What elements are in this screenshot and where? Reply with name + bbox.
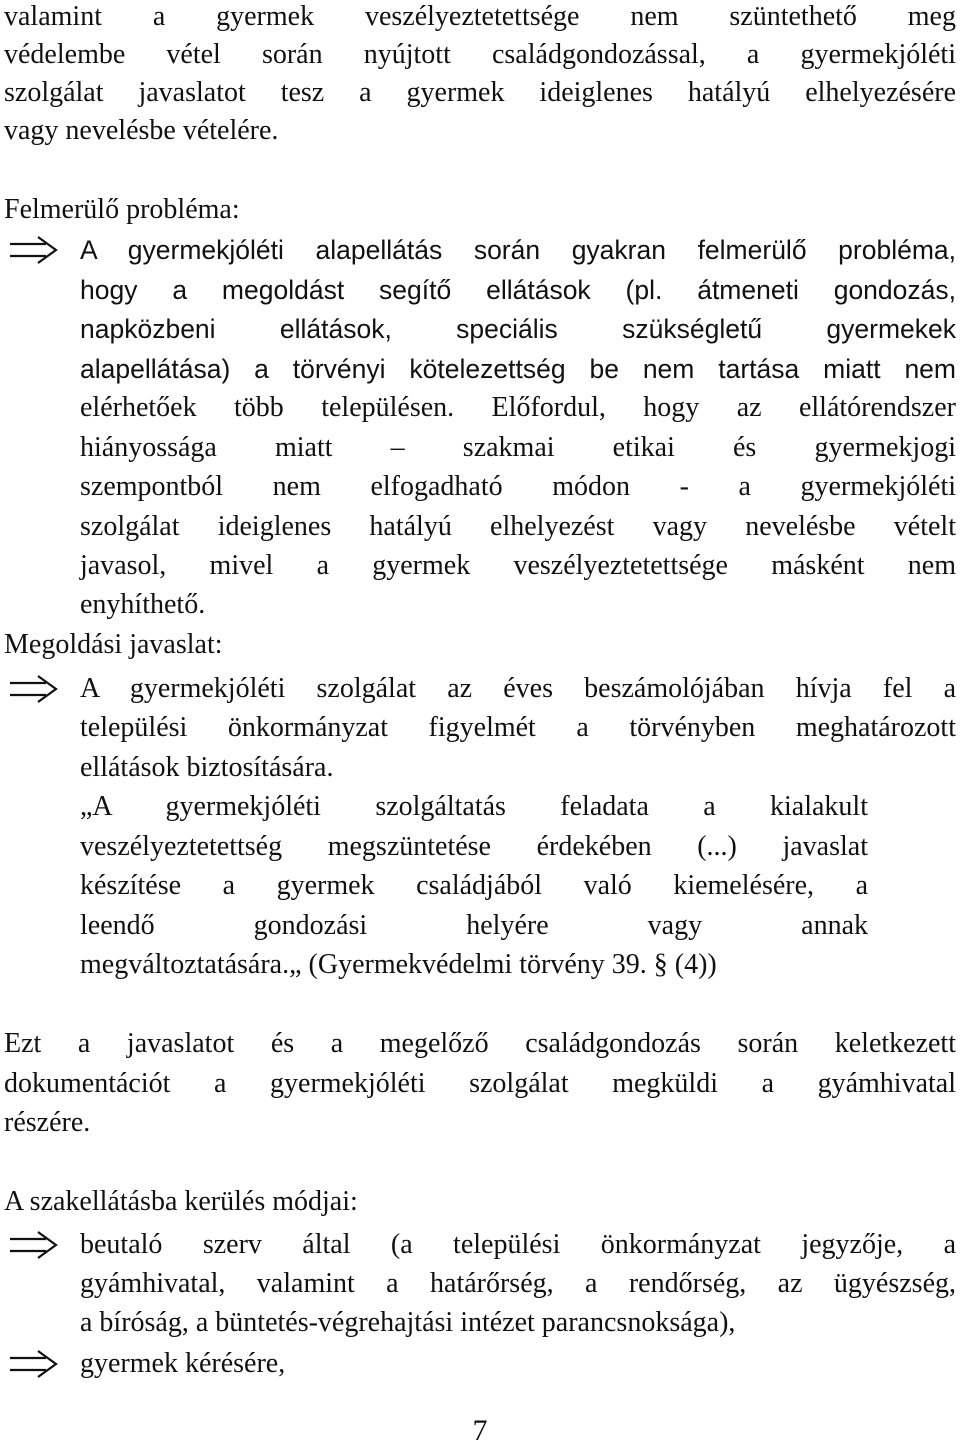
section-heading: A szakellátásba kerülés módjai:	[4, 1186, 358, 1217]
text-line: leendő gondozási helyére vagy annak	[80, 910, 868, 941]
double-right-arrow-icon	[8, 1347, 64, 1381]
text-line: elérhetőek több településen. Előfordul, hogy az ellátórendszer	[80, 392, 956, 423]
text-line: szempontból nem elfogadható módon - a gyermekjóléti	[80, 471, 956, 502]
text-line: részére.	[4, 1107, 91, 1138]
double-right-arrow-icon	[8, 1228, 64, 1262]
section-heading: Felmerülő probléma:	[4, 194, 240, 225]
text-line: gyermek kérésére,	[80, 1348, 286, 1379]
text-line: védelembe vétel során nyújtott családgondozással, a gyermekjóléti	[4, 39, 956, 70]
double-right-arrow-icon	[8, 672, 64, 706]
text-line: javasol, mivel a gyermek veszélyeztetettsége másként nem	[80, 550, 956, 581]
text-line: veszélyeztetettség megszüntetése érdekében (...) javaslat	[80, 831, 868, 862]
text-line: a bíróság, a büntetés-végrehajtási intézet parancsnoksága),	[80, 1307, 736, 1338]
text-line: A gyermekjóléti alapellátás során gyakran felmerülő probléma,	[80, 235, 956, 265]
text-line: „A gyermekjóléti szolgáltatás feladata a kialakult	[80, 791, 868, 822]
text-line: napközbeni ellátások, speciális szükségletű gyermekek	[80, 314, 956, 344]
text-line: készítése a gyermek családjából való kiemelésére, a	[80, 870, 868, 901]
text-line: dokumentációt a gyermekjóléti szolgálat megküldi a gyámhivatal	[4, 1068, 956, 1099]
text-line: megváltoztatására.„ (Gyermekvédelmi törvény 39. § (4))	[80, 949, 717, 980]
text-line: alapellátása) a törvényi kötelezettség be nem tartása miatt nem	[80, 354, 956, 384]
text-line: vagy nevelésbe vételére.	[4, 115, 279, 146]
section-heading: Megoldási javaslat:	[4, 629, 223, 660]
text-line: hogy a megoldást segítő ellátások (pl. átmeneti gondozás,	[80, 275, 956, 305]
text-line: ellátások biztosítására.	[80, 752, 334, 783]
double-right-arrow-icon	[8, 233, 64, 267]
text-line: A gyermekjóléti szolgálat az éves beszámolójában hívja fel a	[80, 673, 956, 704]
text-line: települési önkormányzat figyelmét a törvényben meghatározott	[80, 712, 956, 743]
text-line: gyámhivatal, valamint a határőrség, a rendőrség, az ügyészség,	[80, 1268, 956, 1299]
text-line: Ezt a javaslatot és a megelőző családgondozás során keletkezett	[4, 1028, 956, 1059]
text-line: valamint a gyermek veszélyeztetettsége nem szüntethető meg	[4, 1, 956, 32]
page-number: 7	[472, 1414, 488, 1447]
text-line: szolgálat ideiglenes hatályú elhelyezést vagy nevelésbe vételt	[80, 511, 956, 542]
text-line: hiányossága miatt – szakmai etikai és gyermekjogi	[80, 432, 956, 463]
text-line: beutaló szerv által (a települési önkormányzat jegyzője, a	[80, 1229, 956, 1260]
text-line: enyhíthető.	[80, 589, 206, 620]
text-line: szolgálat javaslatot tesz a gyermek ideiglenes hatályú elhelyezésére	[4, 77, 956, 108]
